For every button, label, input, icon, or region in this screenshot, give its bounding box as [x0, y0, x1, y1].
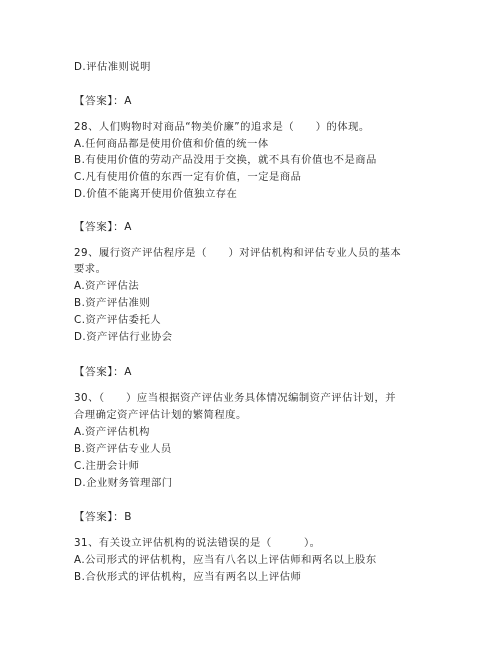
answer-q28: 【答案】：A — [74, 221, 133, 233]
option-a-q31: A.公司形式的评估机构，应当有八名以上评估师和两名以上股东 — [74, 554, 377, 566]
option-a-q29: A.资产评估法 — [74, 280, 140, 292]
option-c-q29: C.资产评估委托人 — [74, 314, 162, 326]
option-a-q28: A.任何商品都是使用价值和价值的统一体 — [74, 138, 269, 150]
option-b-q29: B.资产评估准则 — [74, 297, 151, 309]
option-d-q27: D.评估准则说明 — [74, 61, 151, 73]
option-b-q30: B.资产评估专业人员 — [74, 443, 172, 455]
option-d-q30: D.企业财务管理部门 — [74, 477, 173, 489]
option-a-q30: A.资产评估机构 — [74, 426, 150, 438]
answer-q30: 【答案】：B — [74, 511, 133, 523]
option-b-q28: B.有使用价值的劳动产品没用于交换，就不具有价值也不是商品 — [74, 154, 377, 166]
option-c-q28: C.凡有使用价值的东西一定有价值，一定是商品 — [74, 171, 302, 183]
option-d-q28: D.价值不能离开使用价值独立存在 — [74, 188, 238, 200]
question-30: 30、（ ）应当根据资产评估业务具体情况编制资产评估计划，并 — [74, 392, 397, 404]
question-29-cont: 要求。 — [74, 263, 107, 275]
option-c-q30: C.注册会计师 — [74, 460, 140, 472]
question-31: 31、有关设立评估机构的说法错误的是（ ）。 — [74, 537, 321, 549]
option-b-q31: B.合伙形式的评估机构，应当有两名以上评估师 — [74, 571, 302, 583]
question-30-cont: 合理确定资产评估计划的繁简程度。 — [74, 409, 247, 421]
question-29: 29、履行资产评估程序是（ ）对评估机构和评估专业人员的基本 — [74, 247, 402, 259]
answer-q29: 【答案】：A — [74, 366, 133, 378]
question-28: 28、人们购物时对商品“物美价廉”的追求是（ ）的体现。 — [74, 121, 370, 133]
answer-q27: 【答案】：A — [74, 95, 133, 107]
option-d-q29: D.资产评估行业协会 — [74, 331, 173, 343]
